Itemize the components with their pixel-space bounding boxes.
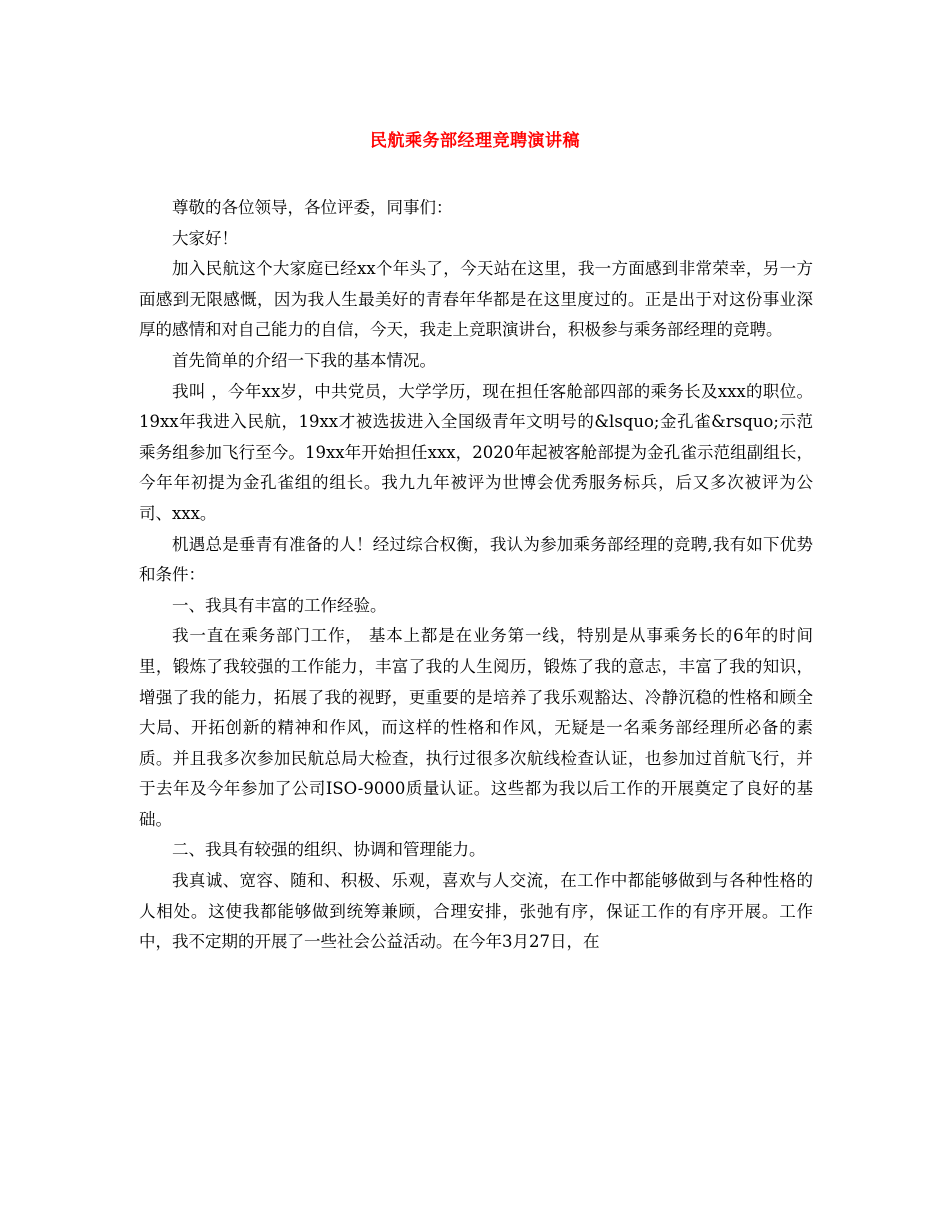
paragraph-salutation: 尊敬的各位领导，各位评委，同事们： (172, 198, 453, 217)
paragraph-point-two-heading: 二、我具有较强的组织、协调和管理能力。 (172, 840, 486, 860)
paragraph-point-two: 我真诚、宽容、随和、积极、乐观，喜欢与人交流，在工作中都能够做到与各种性格的人相处。这使我都能够做到统筹兼顾，合理安排，张弛有序，保证工作的有序开展。工作中，我不定期的开展了一些社会公益活动。在今年3月27日，在 (139, 871, 813, 952)
paragraph-point-one-heading: 一、我具有丰富的工作经验。 (172, 595, 387, 615)
paragraph-advantages-intro: 机遇总是垂青有准备的人！经过综合权衡，我认为参加乘务部经理的竞聘,我有如下优势和条件： (139, 534, 813, 585)
document-body (139, 193, 813, 958)
paragraph-basic-info-heading: 首先简单的介绍一下我的基本情况。 (172, 350, 436, 370)
paragraph-greeting: 大家好！ (172, 228, 238, 248)
document-title: 民航乘务部经理竞聘演讲稿 (370, 131, 580, 151)
paragraph-point-one: 我一直在乘务部门工作， 基本上都是在业务第一线，特别是从事乘务长的6年的时间里，锻炼了我较强的工作能力，丰富了我的人生阅历，锻炼了我的意志，丰富了我的知识，增强了我的能力，拓展了我的视野，更重要的是培养了我乐观豁达、冷静沉稳的性格和顾全大局、开拓创新的精神和作风，而这样的性格和作风，无疑是一名乘务部经理所必备的素质。并且我多次参加民航总局大检查，执行过很多次航线检查认证，也参加过首航飞行，并于去年及今年参加了公司ISO-9000质量认证。这些都为我以后工作的开展奠定了良好的基础。 (139, 626, 813, 829)
paragraph-intro: 加入民航这个大家庭已经xx个年头了，今天站在这里，我一方面感到非常荣幸，另一方面感到无限感慨，因为我人生最美好的青春年华都是在这里度过的。正是出于对这份事业深厚的感情和对自己能力的自信，今天，我走上竞职演讲台，积极参与乘务部经理的竞聘。 (139, 259, 813, 340)
paragraph-basic-info: 我叫 ，今年xx岁，中共党员，大学学历，现在担任客舱部四部的乘务长及xxx的职位。19xx年我进入民航，19xx才被选拔进入全国级青年文明号的&lsquo;金孔雀&rsquo;示范乘务组参加飞行至今。19xx年开始担任xxx，2020年起被客舱部提为金孔雀示范组副组长，今年年初提为金孔雀组的组长。我九九年被评为世博会优秀服务标兵，后又多次被评为公司、xxx。 (139, 381, 813, 523)
